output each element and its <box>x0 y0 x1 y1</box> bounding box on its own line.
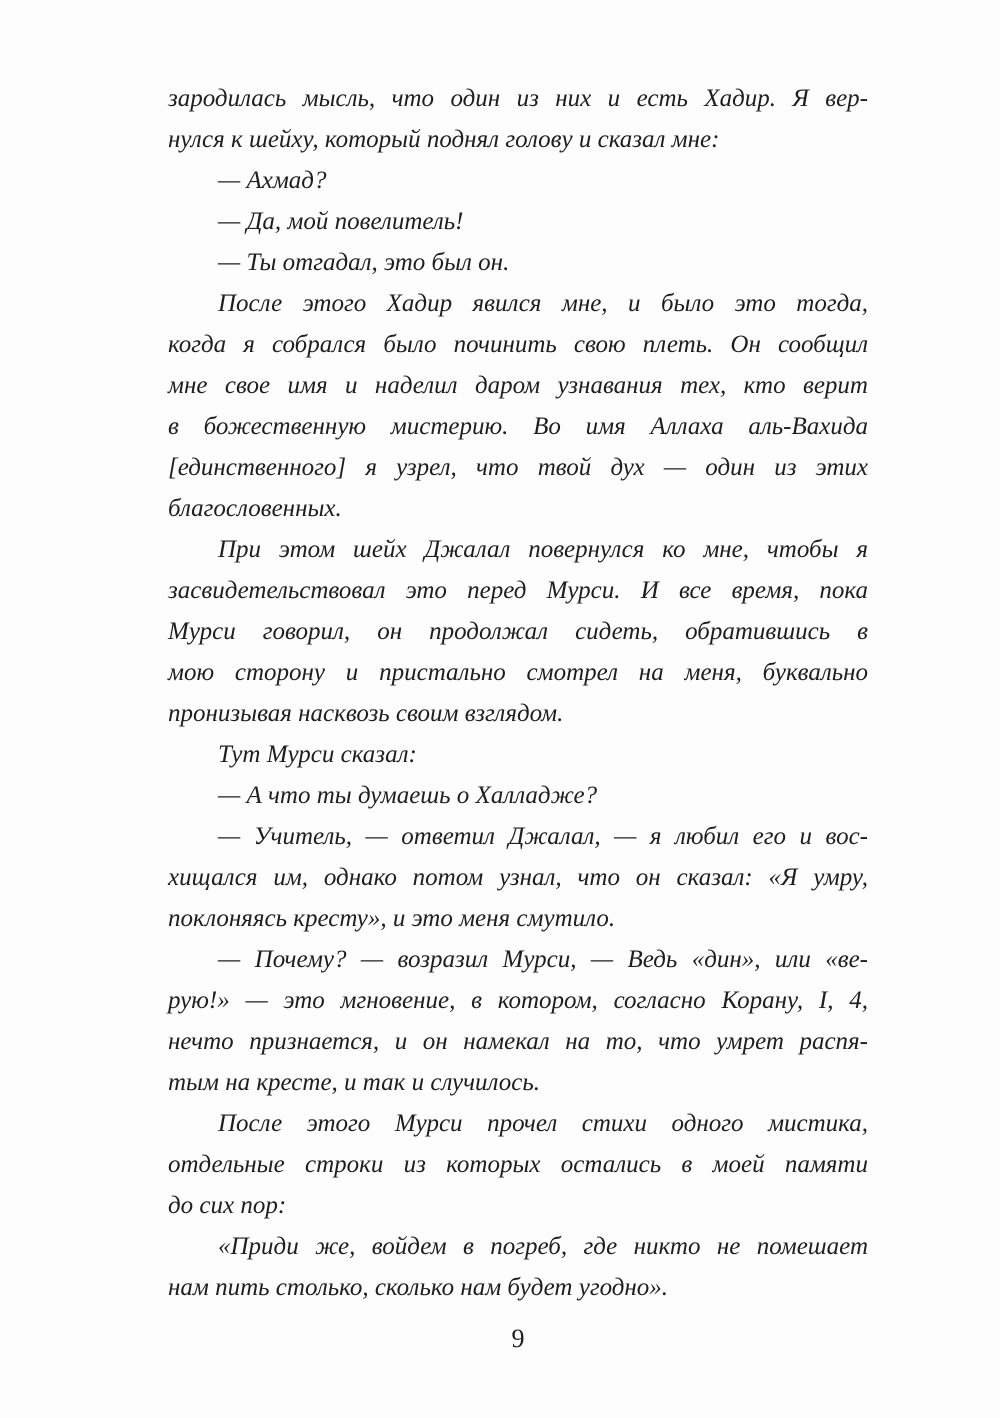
text-line: рую!» — это мгновение, в котором, согласно Корану, I, 4, <box>168 987 868 1014</box>
paragraph <box>168 1103 868 1226</box>
text-line: — А что ты думаешь о Халладже? <box>218 782 598 809</box>
text-line: Мурси говорил, он продолжал сидеть, обратившись в <box>168 618 868 645</box>
text-line: зародилась мысль, что один из них и есть Хадир. Я вер- <box>168 85 868 112</box>
paragraph <box>168 78 868 160</box>
text-line: нулся к шейху, который поднял голову и сказал мне: <box>168 126 720 153</box>
text-line: когда я собрался было починить свою плеть. Он сообщил <box>168 331 868 358</box>
paragraph <box>168 816 868 939</box>
text-line: нам пить столько, сколько нам будет угодно». <box>168 1274 669 1301</box>
text-line: мне свое имя и наделил даром узнавания тех, кто верит <box>168 372 868 399</box>
paragraph <box>168 242 868 283</box>
text-line: — Да, мой повелитель! <box>218 208 464 235</box>
text-line: — Ахмад? <box>218 167 327 194</box>
text-line: нечто признается, и он намекал на то, что умрет распя- <box>168 1028 868 1055</box>
text-line: Тут Мурси сказал: <box>218 741 417 768</box>
text-line: После этого Мурси прочел стихи одного мистика, <box>218 1110 868 1137</box>
text-line: При этом шейх Джалал повернулся ко мне, чтобы я <box>218 536 868 563</box>
text-line: засвидетельствовал это перед Мурси. И все время, пока <box>168 577 868 604</box>
text-line: — Почему? — возразил Мурси, — Ведь «дин», или «ве- <box>218 946 868 973</box>
paragraph <box>168 939 868 1103</box>
text-line: мою сторону и пристально смотрел на меня, буквально <box>168 659 868 686</box>
text-line: благословенных. <box>168 495 342 522</box>
paragraph <box>168 160 868 201</box>
text-line: отдельные строки из которых остались в моей памяти <box>168 1151 868 1178</box>
text-line: до сих пор: <box>168 1192 287 1219</box>
text-line: хищался им, однако потом узнал, что он сказал: «Я умру, <box>168 864 868 891</box>
text-line: [единственного] я узрел, что твой дух — один из этих <box>168 454 868 481</box>
paragraph <box>168 775 868 816</box>
page-number: 9 <box>511 1324 525 1353</box>
text-line: «Приди же, войдем в погреб, где никто не помешает <box>218 1233 868 1260</box>
paragraph <box>168 1226 868 1308</box>
text-line: тым на кресте, и так и случилось. <box>168 1069 540 1096</box>
text-line: поклоняясь кресту», и это меня смутило. <box>168 905 616 932</box>
paragraph <box>168 283 868 529</box>
text-line: — Ты отгадал, это был он. <box>218 249 510 276</box>
text-block <box>168 78 868 1308</box>
paragraph <box>168 529 868 734</box>
paragraph <box>168 734 868 775</box>
text-line: — Учитель, — ответил Джалал, — я любил его и вос- <box>218 823 868 850</box>
text-line: в божественную мистерию. Во имя Аллаха аль-Вахида <box>168 413 868 440</box>
text-line: После этого Хадир явился мне, и было это тогда, <box>218 290 868 317</box>
paragraph <box>168 201 868 242</box>
text-line: пронизывая насквозь своим взглядом. <box>168 700 564 727</box>
